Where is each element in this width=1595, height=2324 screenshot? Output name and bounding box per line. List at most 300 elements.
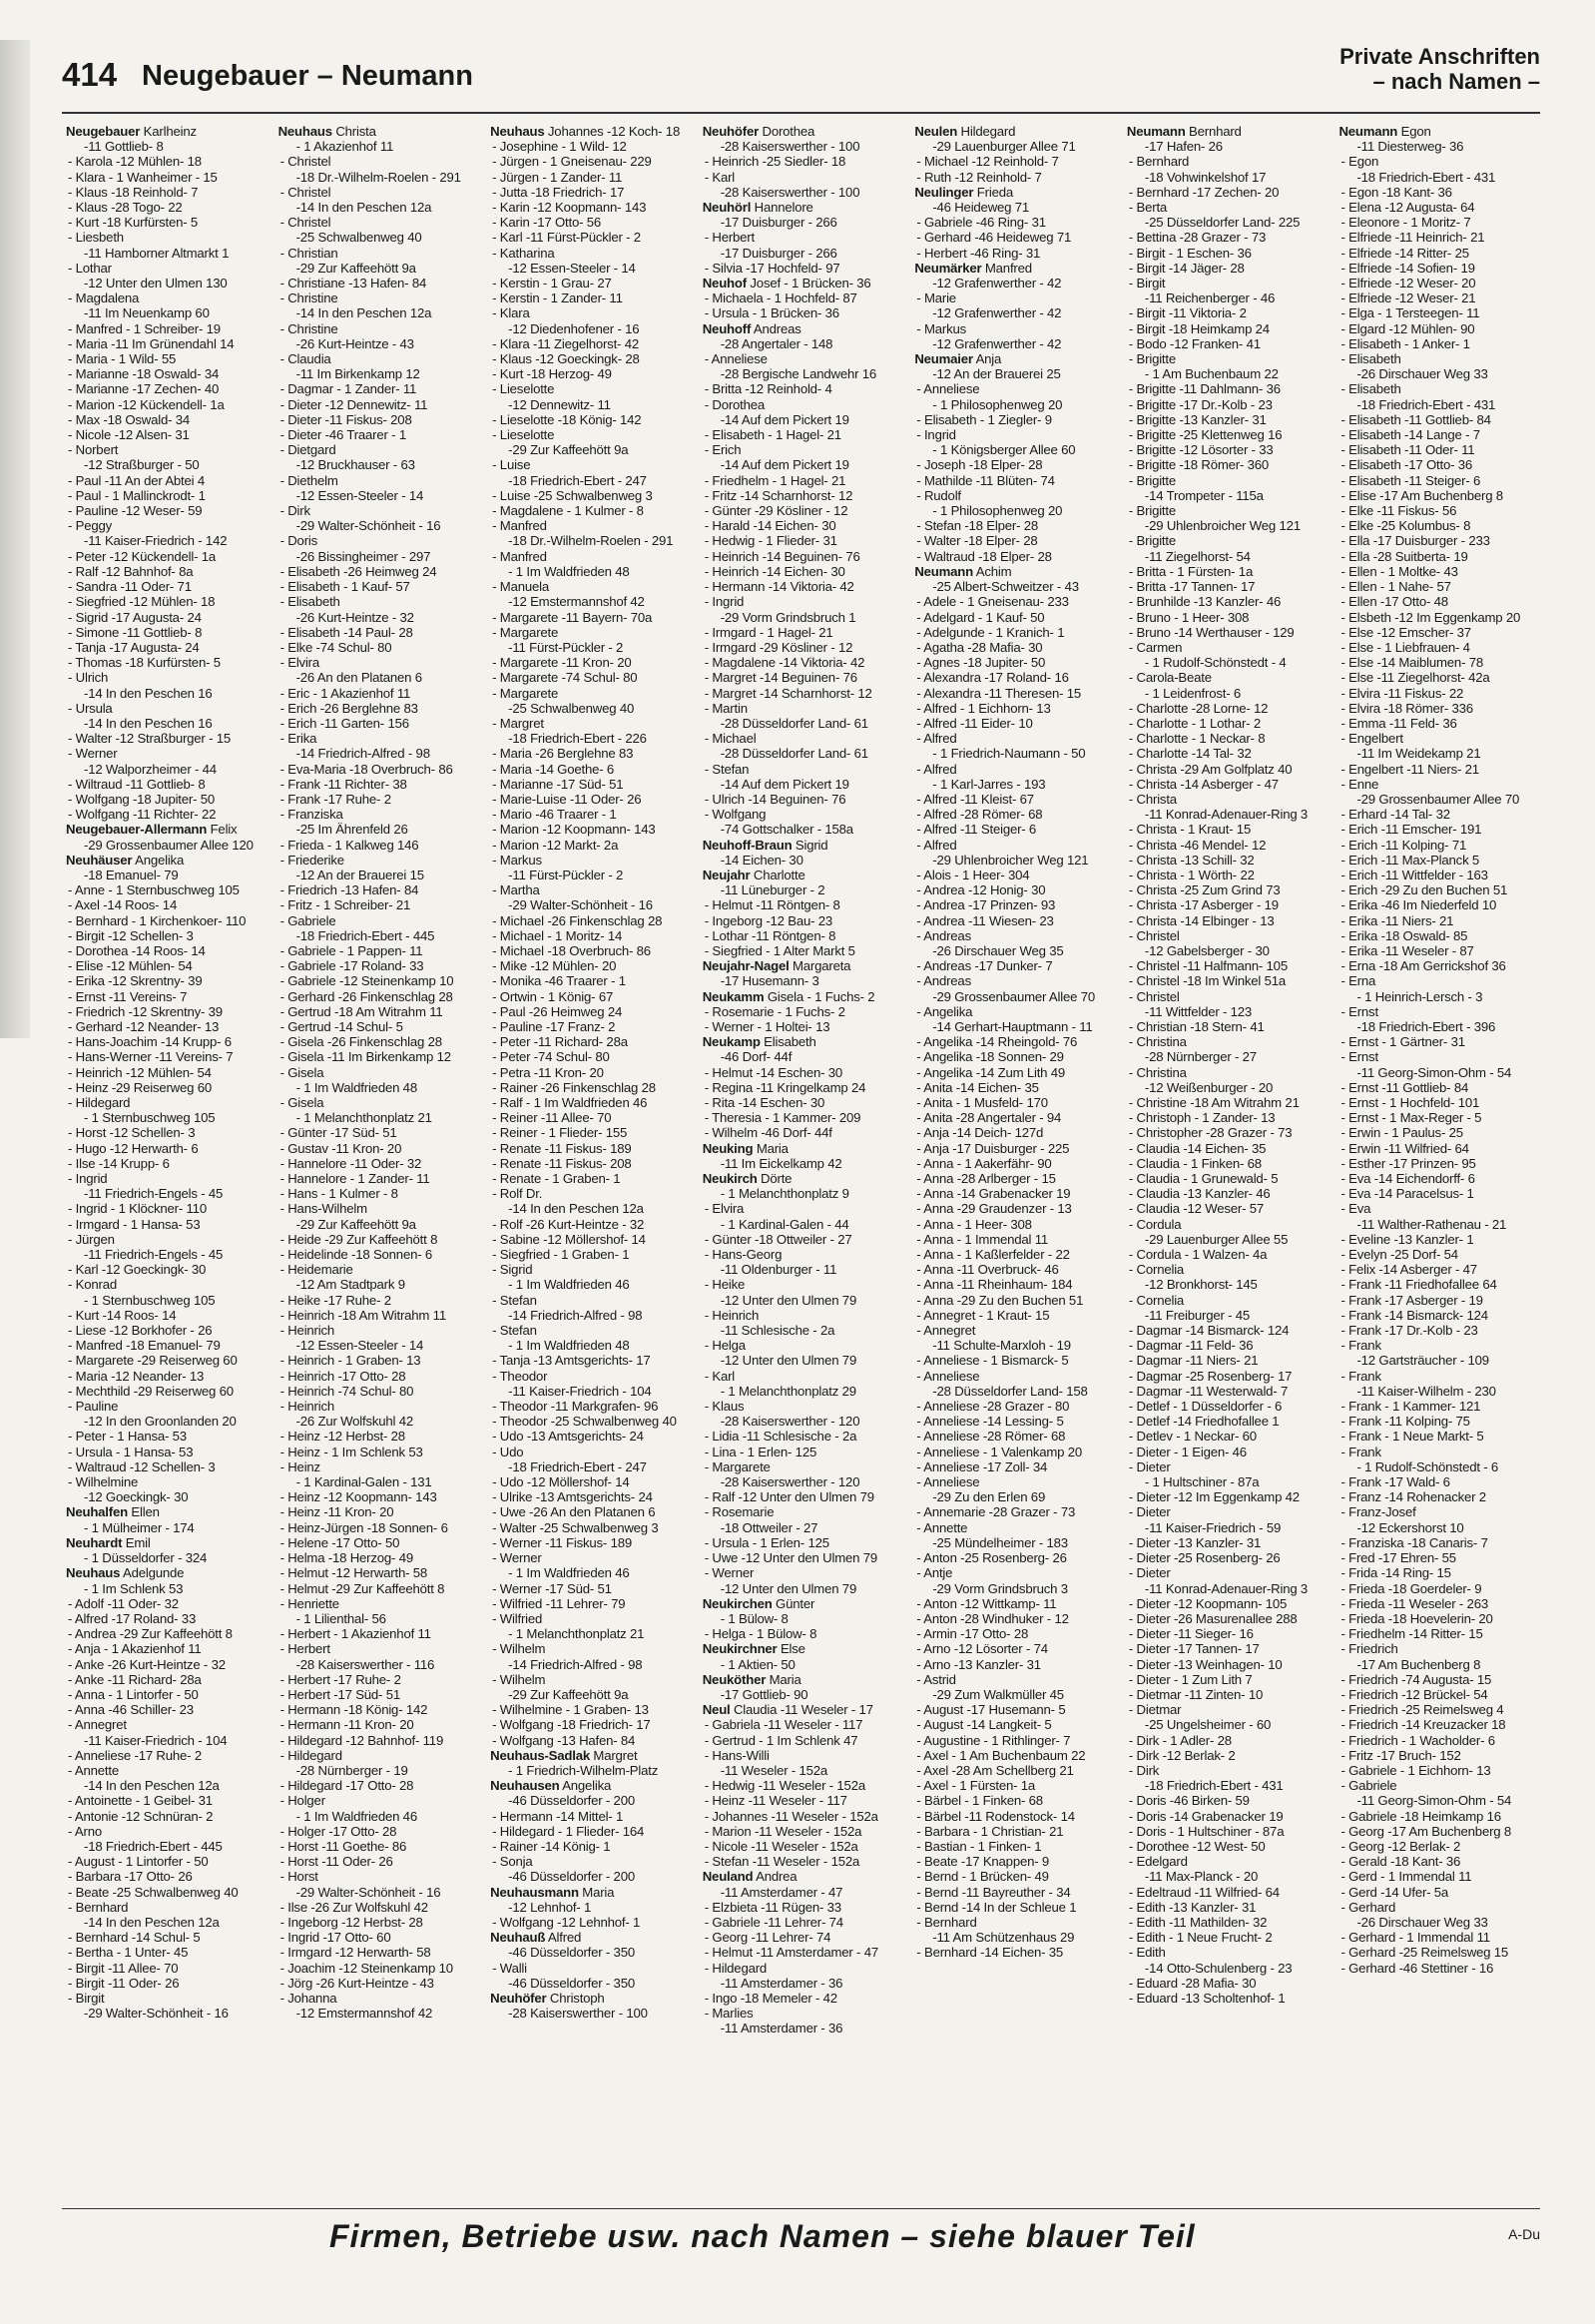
directory-entry-surname [703,1171,907,1186]
directory-entry: - Horst [279,1869,318,1885]
directory-entry: - Pauline [68,1399,119,1415]
directory-entry: - Frieda - 1 Kalkweg 146 [279,837,419,853]
directory-entry: - Fritz - 1 Schreiber- 21 [279,897,411,913]
directory-entry: -11 Freiburger - 45 [1144,1307,1251,1323]
directory-entry: -28 Kaiserswerther - 100 [508,2006,648,2022]
directory-entry: - Christina [1128,1064,1187,1080]
directory-entry: - Elzbieta -11 Rügen- 33 [704,1899,841,1915]
surname: Neuhardt [66,1534,123,1550]
directory-entry: - 1 Im Waldfrieden 48 [295,1079,417,1095]
entry-text: Andreas [751,320,801,336]
directory-entry: -18 Friedrich-Ebert - 431 [1356,396,1496,412]
directory-entry: - Michael - 1 Moritz- 14 [492,927,623,943]
surname: Neuland [702,1869,754,1885]
directory-entry: - Heinrich -12 Mühlen- 54 [68,1064,212,1080]
directory-entry: - Elfriede -14 Ritter- 25 [1340,245,1469,261]
directory-entry: - Friedrich -74 Augusta- 15 [1340,1671,1492,1687]
directory-entry: - Karin -12 Koopmann- 143 [492,200,647,216]
directory-entry: - Christel -18 Im Winkel 51a [1128,973,1286,989]
directory-entry: -11 Kaiser-Wilhelm - 230 [1356,1383,1496,1399]
directory-entry: -29 Lauenburger Allee 55 [1144,1231,1289,1247]
directory-entry: - Gustav -11 Kron- 20 [279,1140,402,1156]
directory-entry: - Wilhelm [492,1671,546,1687]
directory-entry: - Gerhard -25 Reimelsweg 15 [1340,1945,1509,1961]
entry-text: Else [777,1641,805,1657]
directory-entry: -28 Kaiserswerther - 120 [720,1474,860,1490]
directory-entry: - 1 Am Buchenbaum 22 [1144,366,1279,382]
directory-entry: - Heike -17 Ruhe- 2 [279,1292,391,1308]
directory-entry-surname [1338,124,1543,139]
directory-entry: - Annette [68,1762,119,1778]
directory-entry-surname [490,1930,695,1945]
directory-entry: -11 Wittfelder - 123 [1144,1003,1253,1019]
directory-entry: - 1 Philosophenweg 20 [932,396,1063,412]
directory-entry: - Eduard -28 Mafia- 30 [1128,1975,1257,1991]
directory-entry: -11 Im Birkenkamp 12 [295,366,420,382]
directory-entry: - Elisabeth [279,594,340,610]
directory-column-5 [914,124,1119,2198]
directory-entry-surname [703,1034,907,1049]
directory-entry: - Frank [1340,1368,1381,1384]
directory-entry: - Detlev - 1 Neckar- 60 [1128,1429,1257,1445]
directory-entry: -12 Emstermannshof 42 [295,2006,433,2022]
directory-entry: - Karin -17 Otto- 56 [492,215,602,231]
directory-entry: - Friederike [279,852,344,868]
directory-entry: - 1 Bülow- 8 [720,1610,789,1626]
directory-entry: - Rosemarie [704,1504,775,1520]
entry-text: Dorothea [759,124,815,139]
directory-entry: - Dorothee -12 West- 50 [1128,1838,1266,1854]
directory-entry: - Dieter -26 Masurenallee 288 [1128,1610,1298,1626]
directory-entry: -11 Im Weidekamp 21 [1356,746,1481,762]
directory-entry: -12 Am Stadtpark 9 [295,1277,405,1293]
directory-entry: -29 Lauenburger Allee 71 [932,139,1076,155]
directory-entry: -11 Lüneburger - 2 [720,882,825,898]
directory-entry: - 1 Akazienhof 11 [295,139,394,155]
directory-entry: -11 Walther-Rathenau - 21 [1356,1216,1507,1232]
directory-entry: -11 Reichenberger - 46 [1144,290,1276,306]
directory-entry: -74 Gottschalker - 158a [720,822,853,838]
directory-entry: -12 Bronkhorst- 145 [1144,1277,1258,1293]
directory-entry: - Gabriele -46 Ring- 31 [916,215,1046,231]
entry-text: Hildegard [957,124,1016,139]
directory-entry: -17 Duisburger - 266 [720,245,837,261]
directory-entry: - Else -11 Ziegelhorst- 42a [1340,670,1490,686]
directory-entry: - Gabriele - 1 Pappen- 11 [279,942,423,958]
directory-entry: - Herbert -46 Ring- 31 [916,245,1041,261]
directory-entry: - Bruno - 1 Heer- 308 [1128,609,1250,625]
directory-entry-surname [914,124,1119,139]
directory-entry: - Renate -11 Fiskus- 208 [492,1155,632,1171]
directory-entry: -28 Kaiserswerther - 120 [720,1414,860,1430]
directory-entry: - Heinz -12 Koopmann- 143 [279,1489,437,1505]
directory-entry: - Elisabeth -11 Gottlieb- 84 [1340,411,1491,427]
directory-entry: - Tanja -13 Amtsgerichts- 17 [492,1353,651,1369]
directory-entry: - Erika -18 Oswald- 85 [1340,927,1468,943]
directory-entry: - Werner [704,1565,755,1581]
directory-entry: - Udo [492,1444,524,1459]
directory-entry: - Dirk - 1 Adler- 28 [1128,1732,1232,1748]
directory-entry: - Eric - 1 Akazienhof 11 [279,685,411,701]
surname: Neulinger [914,184,974,200]
directory-entry: - Anneliese [916,381,980,397]
section-title-line2: – nach Namen – [1372,69,1540,94]
directory-entry: - Johannes -11 Weseler - 152a [704,1808,878,1824]
directory-entry: -17 Husemann- 3 [720,973,819,989]
directory-entry: -18 Emanuel- 79 [84,867,179,882]
directory-entry: - Heidelinde -18 Sonnen- 6 [279,1247,432,1263]
directory-entry-surname [278,124,483,139]
directory-entry: - Annegret - 1 Kraut- 15 [916,1307,1050,1323]
directory-entry-surname [66,124,270,139]
directory-entry: - Marianne -17 Süd- 51 [492,776,624,792]
directory-entry: - Eleonore - 1 Moritz- 7 [1340,215,1471,231]
directory-entry: - 1 Mülheimer - 174 [84,1519,195,1535]
directory-entry: - Gisela -26 Finkenschlag 28 [279,1034,442,1050]
directory-entry: - Elke -74 Schul- 80 [279,639,392,655]
directory-entry: - Hannelore - 1 Zander- 11 [279,1171,430,1187]
directory-entry: - Lina - 1 Erlen- 125 [704,1444,817,1459]
directory-entry: - Luise [492,457,531,473]
directory-entry: - Silvia -17 Hochfeld- 97 [704,260,840,276]
directory-entry: -12 Grafenwerther - 42 [932,335,1062,351]
directory-entry: -29 Uhlenbroicher Weg 121 [1144,518,1301,534]
directory-entry: - 1 Philosophenweg 20 [932,503,1063,519]
directory-entry: - 1 Lilienthal- 56 [295,1610,386,1626]
directory-entry: - Werner -17 Süd- 51 [492,1580,612,1596]
directory-entry: - Elfriede -14 Sofien- 19 [1340,260,1475,276]
directory-entry: -12 Unter den Ulmen 79 [720,1580,857,1596]
directory-entry: - Nicole -12 Alsen- 31 [68,427,190,443]
directory-entry: - Rainer -14 König- 1 [492,1838,611,1854]
directory-entry: - Heinrich [279,1323,335,1339]
directory-entry: - Jutta -18 Friedrich- 17 [492,184,625,200]
directory-entry: - Udo -12 Möllershof- 14 [492,1474,630,1490]
directory-entry: - Anna -28 Arlberger - 15 [916,1171,1056,1187]
directory-entry: - Heinz - 1 Im Schlenk 53 [279,1444,423,1459]
directory-entry: - Christoph - 1 Zander- 13 [1128,1110,1276,1126]
footer-code: A-Du [1508,2226,1540,2242]
directory-entry: - Bernhard [68,1899,129,1915]
directory-entry: - Ingrid - 1 Klöckner- 110 [68,1201,207,1217]
directory-entry: - Eva -14 Eichendorff- 6 [1340,1171,1475,1187]
directory-entry: - Georg -12 Berlak- 2 [1340,1838,1461,1854]
directory-column-3 [490,124,695,2198]
directory-entry: - Antje [916,1565,953,1581]
directory-entry: -11 Kaiser-Friedrich - 59 [1144,1519,1282,1535]
entry-text: Andrea [753,1869,798,1885]
directory-entry: - Friedrich -12 Brückel- 54 [1340,1686,1488,1702]
directory-entry: - Edith [1128,1945,1166,1961]
directory-entry: - Sonja [492,1854,533,1870]
directory-entry: -11 Hamborner Altmarkt 1 [84,245,230,261]
directory-entry: -11 Am Schützenhaus 29 [932,1930,1075,1946]
directory-entry: - Lidia -11 Schlesische - 2a [704,1429,857,1445]
directory-entry: - Elisabeth -17 Otto- 36 [1340,457,1473,473]
directory-entry: - Liesbeth [68,230,124,246]
directory-entry: -12 Diedenhofener - 16 [508,320,640,336]
surname: Neugebauer [66,124,141,139]
directory-entry: - Ulrich -14 Beguinen- 76 [704,791,846,807]
directory-entry: - Irmgard - 1 Hagel- 21 [704,624,833,640]
directory-entry: -26 Bissingheimer - 297 [295,548,431,564]
directory-entry: - Paul -11 An der Abtei 4 [68,472,205,488]
directory-entry: - Ernst - 1 Gärtner- 31 [1340,1034,1465,1050]
directory-entry: - Marion -12 Markt- 2a [492,837,619,853]
directory-entry: - Joachim -12 Steinenkamp 10 [279,1960,453,1976]
directory-entry: - Christa -25 Zum Grind 73 [1128,882,1281,898]
directory-entry: - Heinrich -18 Am Witrahm 11 [279,1307,446,1323]
directory-entry: - Marianne -17 Zechen- 40 [68,381,220,397]
directory-entry: - Rita -14 Eschen- 30 [704,1095,825,1110]
directory-entry: - August -14 Langkeit- 5 [916,1717,1052,1733]
directory-entry: - Anton -12 Wittkamp- 11 [916,1595,1057,1611]
directory-entry: - Dagmar -11 Westerwald- 7 [1128,1383,1289,1399]
directory-entry: - Frank -17 Asberger - 19 [1340,1292,1483,1308]
directory-entry: - Adelgard - 1 Kauf- 50 [916,609,1045,625]
directory-entry: - Margarete -29 Reiserweg 60 [68,1353,238,1369]
directory-entry: -18 Friedrich-Ebert - 445 [84,1838,223,1854]
directory-entry: - Ernst - 1 Hochfeld- 101 [1340,1095,1480,1110]
directory-entry: - Erich -26 Berglehne 83 [279,700,418,716]
directory-entry: - Dietmar -11 Zinten- 10 [1128,1686,1264,1702]
directory-entry: - Erich [704,442,742,458]
directory-entry: - Dieter - 1 Zum Lith 7 [1128,1671,1253,1687]
directory-entry: - Edelgard [1128,1854,1188,1870]
directory-entry: - Dirk -12 Berlak- 2 [1128,1747,1236,1763]
directory-entry: - Maria -14 Goethe- 6 [492,761,615,777]
directory-entry: - Klara - 1 Wanheimer - 15 [68,169,218,185]
directory-entry: - Bernhard -14 Eichen- 35 [916,1945,1064,1961]
directory-entry: - Bruno -14 Werthauser - 129 [1128,624,1295,640]
directory-entry: - Christa -13 Schill- 32 [1128,852,1255,868]
directory-entry: - Jörg -26 Kurt-Heintze - 43 [279,1975,434,1991]
directory-entry: - Michaela - 1 Hochfeld- 87 [704,290,857,306]
directory-entry: -11 Konrad-Adenauer-Ring 3 [1144,1580,1309,1596]
directory-entry: - Waltraud -18 Elper- 28 [916,548,1052,564]
directory-entry: - Friedrich -12 Skrentny- 39 [68,1003,223,1019]
directory-entry: - Helma -18 Herzog- 49 [279,1550,413,1566]
directory-entry: - Jürgen [68,1231,115,1247]
entry-text: Achim [973,563,1012,579]
section-title [1339,44,1540,94]
directory-entry: - Horst -11 Goethe- 86 [279,1838,407,1854]
directory-entry: - Britta -17 Tannen- 17 [1128,579,1256,595]
directory-entry: - Pauline -12 Weser- 59 [68,503,203,519]
directory-entry: - Gabriele -11 Lehrer- 74 [704,1914,843,1930]
directory-entry: - Ernst -11 Vereins- 7 [68,988,188,1004]
directory-entry: - Christel [1128,988,1180,1004]
directory-entry: - Bernd -14 In der Schleue 1 [916,1899,1077,1915]
entry-text: Maria [766,1671,801,1687]
directory-entry: -12 Essen-Steeler - 14 [508,260,636,276]
directory-entry: - Hedwig -11 Weseler - 152a [704,1778,865,1794]
directory-entry: -12 Gabelsberger - 30 [1144,942,1270,958]
directory-entry: - Lothar -11 Röntgen- 8 [704,927,836,943]
directory-entry: -17 Am Buchenberg 8 [1356,1656,1481,1672]
directory-entry: - Ellen -17 Otto- 48 [1340,594,1448,610]
directory-entry: - Annegret [916,1323,976,1339]
directory-entry: -14 Friedrich-Alfred - 98 [295,746,430,762]
directory-entry: - Anneliese -28 Römer- 68 [916,1429,1066,1445]
directory-entry: -11 Amsterdamer - 47 [720,1884,843,1900]
directory-entry: -25 Im Ährenfeld 26 [295,822,408,838]
directory-column-7 [1338,124,1543,2198]
directory-entry: - Cornelia [1128,1292,1185,1308]
directory-entry: - Wolfgang -11 Richter- 22 [68,807,217,823]
directory-entry: - Wilhelmine [68,1474,139,1490]
directory-entry: - Anneliese -17 Zoll- 34 [916,1458,1048,1474]
entry-text: Günter [772,1595,815,1611]
directory-entry: - Brigitte -13 Kanzler- 31 [1128,411,1267,427]
directory-entry: - Christel -11 Halfmann- 105 [1128,958,1288,974]
directory-entry: -25 Schwalbenweg 40 [295,230,422,246]
directory-entry: - Heinrich -14 Beguinen- 76 [704,548,860,564]
directory-entry: - Alfred -11 Steiger- 6 [916,822,1037,838]
directory-entry: - Marianne -18 Oswald- 34 [68,366,220,382]
directory-entry: - Hedwig - 1 Flieder- 31 [704,533,837,549]
directory-entry: -14 In den Peschen 16 [84,715,213,731]
directory-entry: - Margarete [492,624,559,640]
directory-entry: -14 Auf dem Pickert 19 [720,457,849,473]
directory-entry: - Frank -17 Wald- 6 [1340,1474,1450,1490]
directory-entry: - Bernd -11 Bayreuther - 34 [916,1884,1071,1900]
directory-entry: - 1 Sternbuschweg 105 [84,1292,216,1308]
directory-entry: - Anneliese [704,351,768,367]
surname: Neuhalfen [66,1504,128,1520]
directory-entry: - Anneliese - 1 Bismarck- 5 [916,1353,1069,1369]
directory-entry: - Felix -14 Asberger - 47 [1340,1262,1477,1278]
directory-entry: - Mike -12 Mühlen- 20 [492,958,617,974]
entry-text: Elisabeth [760,1034,816,1050]
directory-entry: - Frank -11 Friedhofallee 64 [1340,1277,1497,1293]
directory-entry: - Erich -11 Kolping- 71 [1340,837,1467,853]
surname: Neumaier [914,351,973,367]
directory-entry: - Cordula [1128,1216,1182,1232]
directory-entry: -28 Düsseldorfer Land- 61 [720,746,868,762]
directory-entry: - August -17 Husemann- 5 [916,1702,1066,1718]
directory-entry: - Sabine -12 Möllershof- 14 [492,1231,646,1247]
directory-entry: - Helmut -29 Zur Kaffeehött 8 [279,1580,445,1596]
directory-entry: -26 Kurt-Heintze - 32 [295,609,414,625]
directory-entry: - Gerhard -26 Finkenschlag 28 [279,988,453,1004]
directory-entry: - Stefan [492,1323,537,1339]
directory-entry: - Dieter -25 Rosenberg- 26 [1128,1550,1281,1566]
surname: Neujahr-Nagel [702,958,790,974]
directory-entry: - Dagmar -11 Niers- 21 [1128,1353,1259,1369]
page-range-title: Neugebauer – Neumann [142,60,473,92]
directory-entry: -28 Düsseldorfer Land- 158 [932,1383,1088,1399]
directory-entry: - Anna - 1 Heer- 308 [916,1216,1032,1232]
directory-entry-surname [1127,124,1331,139]
directory-entry: - Theodor -11 Markgrafen- 96 [492,1399,659,1415]
directory-entry: -18 Friedrich-Ebert - 431 [1144,1778,1284,1794]
directory-entry: - Fritz -14 Scharnhorst- 12 [704,487,853,503]
directory-entry: - Wilfried -11 Lehrer- 79 [492,1595,626,1611]
directory-entry: - Dietmar [1128,1702,1182,1718]
directory-entry: - Markus [492,852,542,868]
directory-entry: -29 Walter-Schönheit - 16 [508,897,653,913]
entry-text: Egon [1397,124,1431,139]
directory-entry: - 1 Im Schlenk 53 [84,1580,184,1596]
directory-entry: - Michael -12 Reinhold- 7 [916,154,1059,170]
directory-entry: - Peter - 1 Hansa- 53 [68,1429,187,1445]
directory-entry: -28 Düsseldorfer Land- 61 [720,715,868,731]
surname: Neuhörl [702,200,752,216]
directory-entry: - Thomas -18 Kurfürsten- 5 [68,655,221,671]
directory-entry: - Günter -17 Süd- 51 [279,1125,397,1141]
directory-entry: - Elisabeth - 1 Anker- 1 [1340,335,1470,351]
directory-entry: - Arno -12 Lösorter - 74 [916,1641,1048,1657]
directory-entry: - 1 Im Waldfrieden 46 [295,1808,417,1824]
directory-entry: - Bärbel -11 Rodenstock- 14 [916,1808,1075,1824]
directory-entry: - Ursula - 1 Hansa- 53 [68,1444,194,1459]
directory-entry: - Dieter -11 Fiskus- 208 [279,411,412,427]
directory-entry: - Alfred - 1 Eichhorn- 13 [916,700,1051,716]
directory-entry: - Carola-Beate [1128,670,1212,686]
directory-entry: - Anneliese -17 Ruhe- 2 [68,1747,202,1763]
directory-entry: - Martha [492,882,540,898]
directory-entry: - Elisabeth -14 Lange - 7 [1340,427,1480,443]
directory-entry: -12 Bruckhauser - 63 [295,457,415,473]
directory-entry: -11 Weseler - 152a [720,1762,828,1778]
directory-entry: - Sigrid [492,1262,533,1278]
directory-entry: - Friedrich -13 Hafen- 84 [279,882,419,898]
directory-entry: - Dieter -46 Traarer - 1 [279,427,406,443]
surname: Neuhaus [277,124,332,139]
directory-entry: - Theodor [492,1368,548,1384]
directory-entry: - Stefan [704,761,750,777]
directory-entry: - Elise -17 Am Buchenberg 8 [1340,487,1503,503]
directory-entry: - Irmgard -29 Kösliner - 12 [704,639,853,655]
directory-entry: - Frida -14 Ring- 15 [1340,1565,1451,1581]
directory-entry: - Dieter [1128,1504,1171,1520]
directory-entry: - Petra -11 Kron- 20 [492,1064,604,1080]
directory-entry: - Friedhelm - 1 Hagel- 21 [704,472,846,488]
directory-entry: - Maria - 1 Wild- 55 [68,351,177,367]
directory-entry: - Bastian - 1 Finken- 1 [916,1838,1042,1854]
directory-entry: - Doris [279,533,318,549]
directory-entry: - Dirk [1128,1762,1160,1778]
directory-entry: - Ellen - 1 Moltke- 43 [1340,563,1458,579]
directory-entry: - Christa -14 Asberger - 47 [1128,776,1279,792]
directory-entry: - Renate -11 Fiskus- 189 [492,1140,632,1156]
directory-entry: -17 Gottlieb- 90 [720,1686,808,1702]
directory-entry: - Christian [279,245,338,261]
directory-entry: - Ella -17 Duisburger - 233 [1340,533,1490,549]
directory-entry: - Christina [1128,1034,1187,1050]
directory-entry: - Waltraud -12 Schellen- 3 [68,1458,216,1474]
directory-entry: - Ralf -12 Unter den Ulmen 79 [704,1489,874,1505]
directory-entry: -11 Max-Planck - 20 [1144,1869,1259,1885]
directory-entry: -29 Grossenbaumer Allee 120 [84,837,254,853]
directory-entry: - Marion -12 Kückendell- 1a [68,396,225,412]
directory-entry: - Paul - 1 Mallinckrodt- 1 [68,487,206,503]
directory-entry: - Klaus -28 Togo- 22 [68,200,183,216]
directory-entry: - Hermann -14 Viktoria- 42 [704,579,854,595]
directory-entry: - Gertrud - 1 Im Schlenk 47 [704,1732,858,1748]
directory-entry: - Georg -17 Am Buchenberg 8 [1340,1823,1512,1839]
directory-entry-surname [66,1504,270,1519]
directory-entry: - Carmen [1128,639,1183,655]
directory-entry: - Erwin - 1 Paulus- 25 [1340,1125,1463,1141]
directory-entry: - Dieter -12 Koopmann- 105 [1128,1595,1288,1611]
directory-entry: - Herbert -17 Süd- 51 [279,1686,400,1702]
directory-entry: - Karl [704,169,736,185]
entry-text: Emil [122,1534,151,1550]
directory-entry: - Diethelm [279,472,338,488]
directory-entry: -28 Nürnberger - 19 [295,1762,408,1778]
